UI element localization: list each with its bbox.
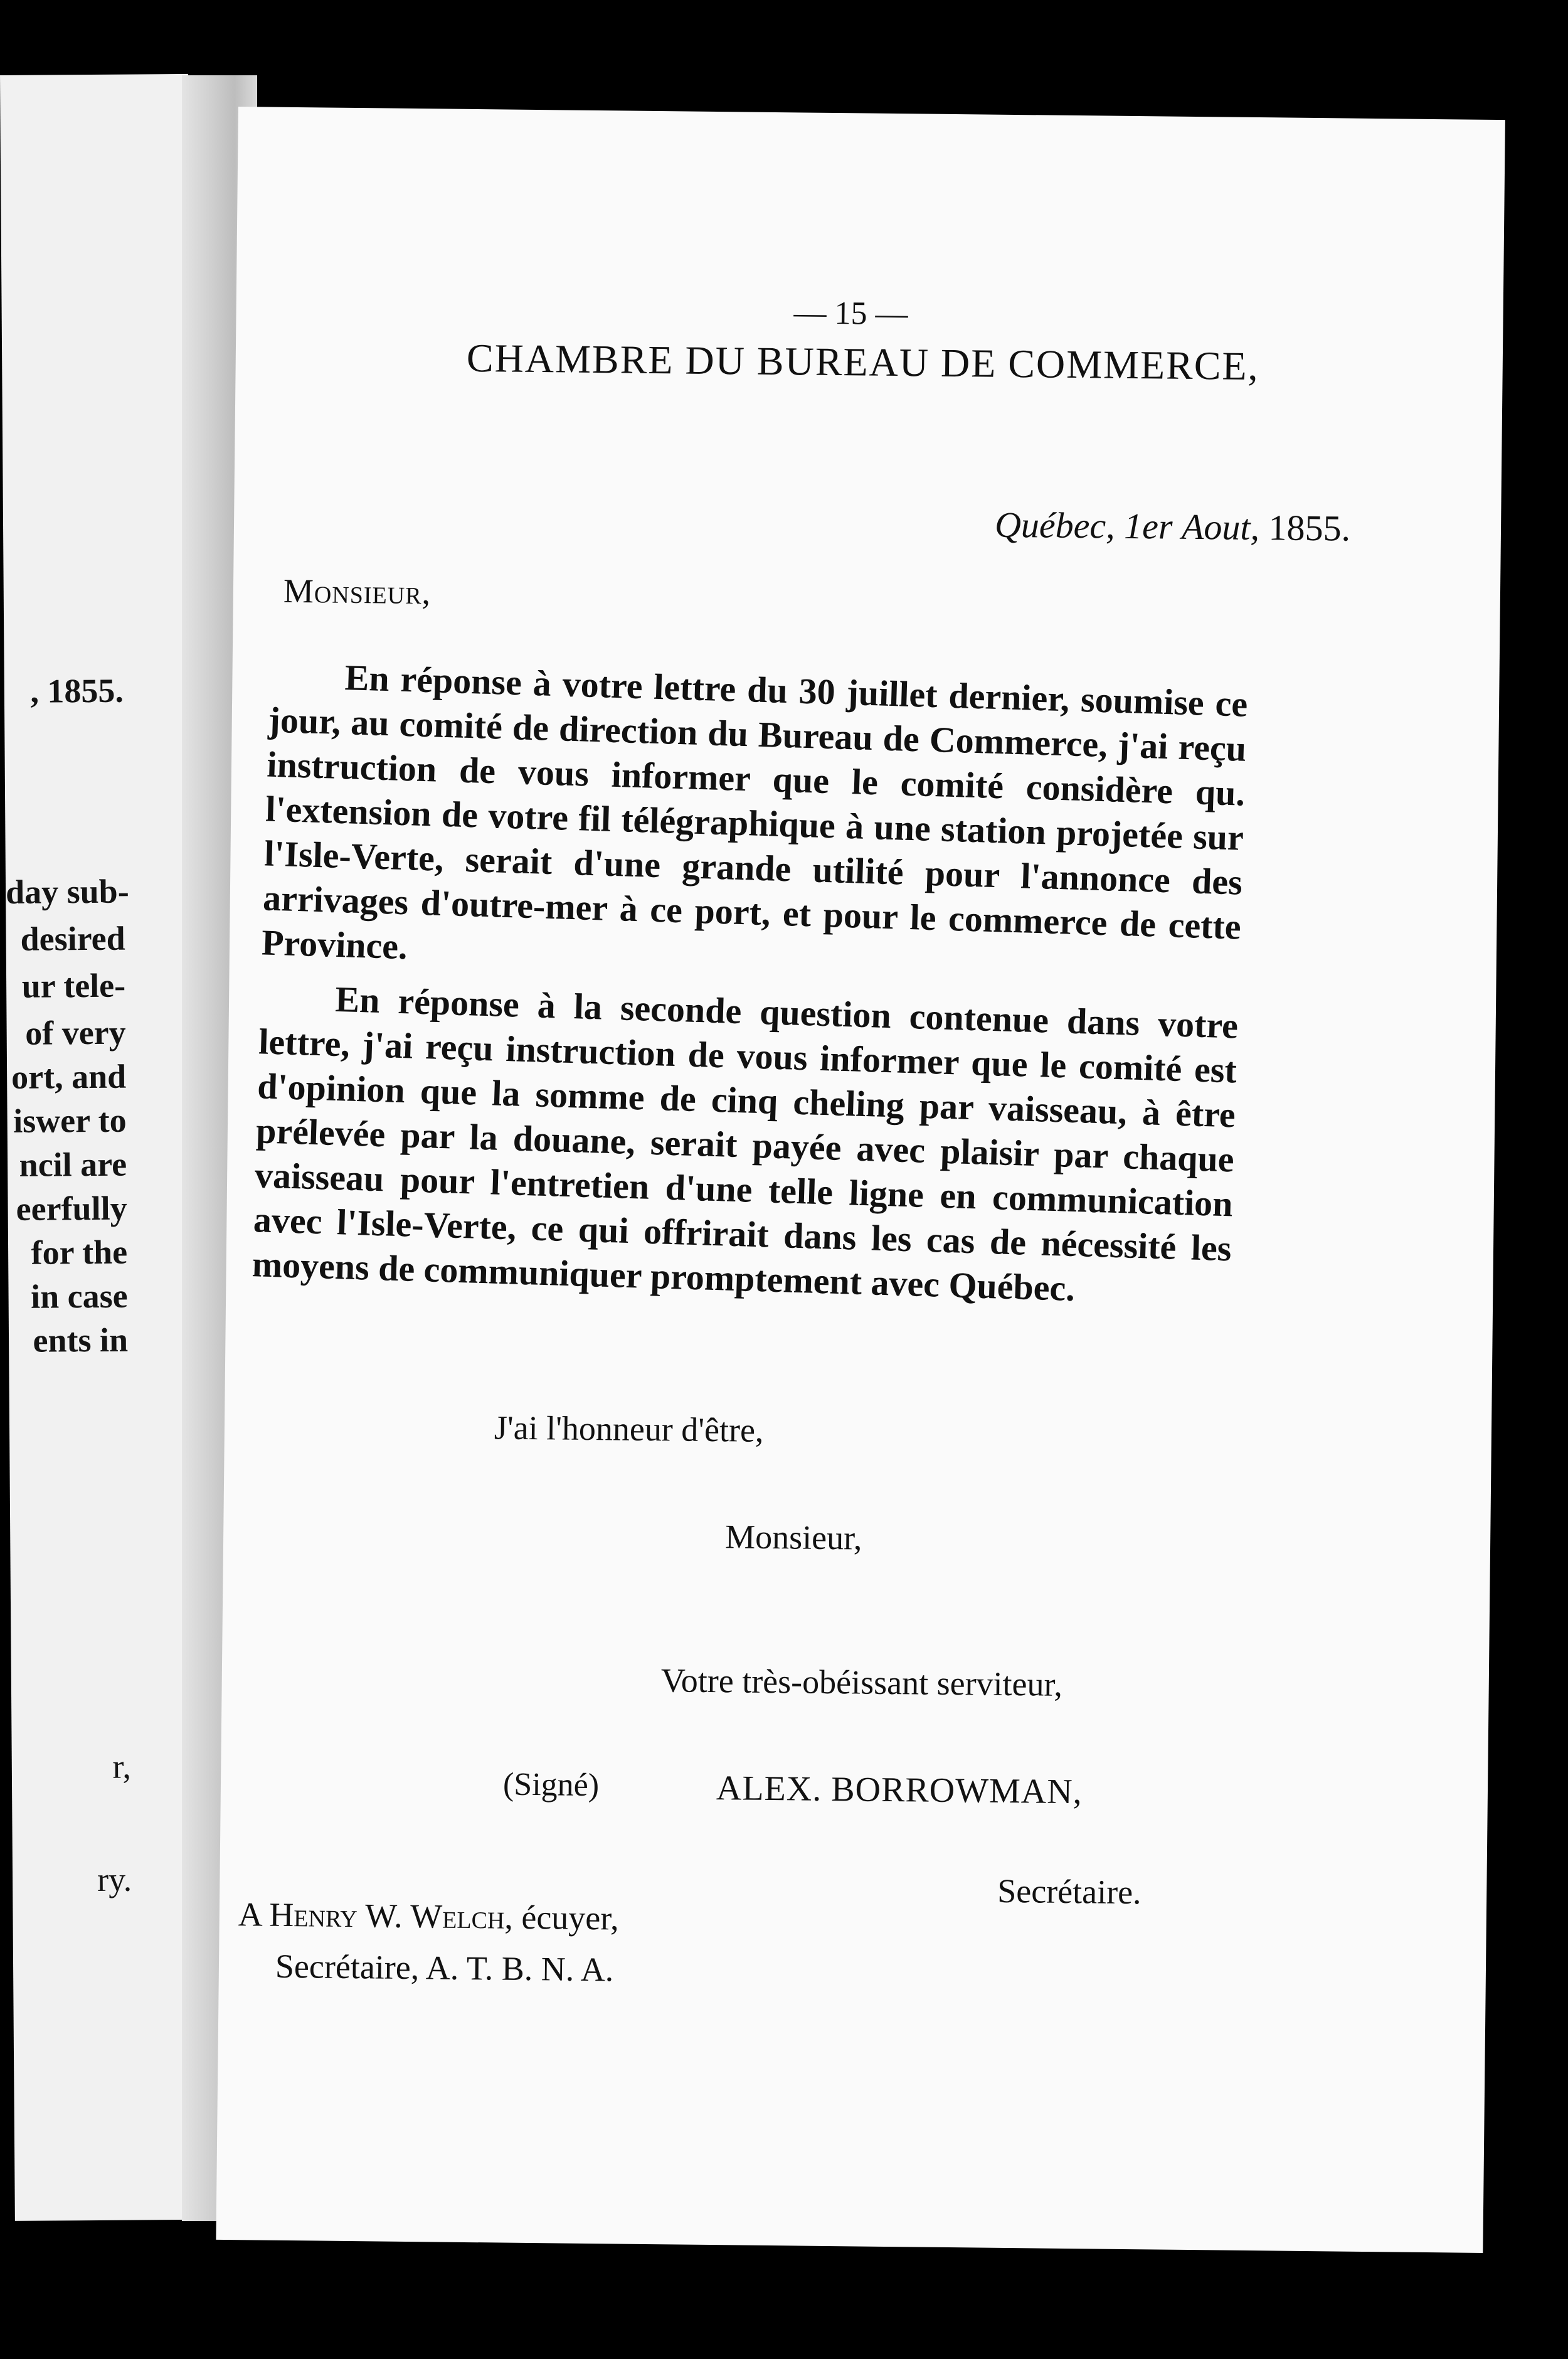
left-page-line: in case bbox=[30, 1277, 128, 1316]
left-page-line: iswer to bbox=[13, 1101, 127, 1140]
addressee-block bbox=[238, 1888, 620, 1995]
date-place: Québec, bbox=[994, 504, 1116, 546]
body-paragraph: En réponse à la seconde question contenue dans votre lettre, j'ai reçu instruction de vous informer que le comité est d'opinion que la somme de cinq cheling par vaisseau, à être prélevée par la douane, serait payée avec plaisir par chaque vaisseau pour l'entretien d'une telle ligne en communication avec l'Isle-Verte, ce qui offrirait dans les cas de nécessité les moyens de communiquer promptement avec Québec. bbox=[252, 978, 1239, 1309]
signer-title: Secrétaire. bbox=[997, 1872, 1142, 1912]
addressee-line bbox=[238, 1888, 619, 1944]
addressee-suffix: écuyer, bbox=[521, 1898, 619, 1937]
date-day: 1er bbox=[1123, 505, 1173, 547]
date-month: Aout, bbox=[1181, 506, 1260, 548]
page-number: — 15 — bbox=[793, 295, 908, 333]
left-page-line: of very bbox=[25, 1013, 126, 1052]
closing-salutation: Monsieur, bbox=[724, 1518, 862, 1557]
left-page-line: ort, and bbox=[11, 1057, 127, 1096]
body-paragraph: En réponse à votre lettre du 30 juillet dernier, soumise ce jour, au comité de direction du Bureau de Commerce, j'ai reçu instruction de vous informer que le comité considère qu. l'extension de votre fil télégraphique à une station projetée sur l'Isle-Verte, serait d'une grande utilité pour l'annonce des arrivages d'outre-mer à ce port, et pour le commerce de cette Province. bbox=[261, 657, 1249, 967]
letter-page bbox=[216, 107, 1505, 2253]
left-page-line: ncil are bbox=[19, 1145, 127, 1184]
closing-line: J'ai l'honneur d'être, bbox=[494, 1408, 764, 1449]
signed-marker: (Signé) bbox=[502, 1766, 600, 1804]
left-page-line: , 1855. bbox=[30, 671, 124, 710]
left-page-line: ur tele- bbox=[21, 966, 126, 1005]
left-page-line: desired bbox=[20, 919, 125, 958]
dateline bbox=[736, 501, 1351, 549]
previous-page bbox=[0, 74, 203, 2221]
left-page-line: day sub- bbox=[5, 872, 129, 911]
page-heading: CHAMBRE DU BUREAU DE COMMERCE, bbox=[466, 335, 1259, 389]
addressee-title: Secrétaire, A. T. B. N. A. bbox=[275, 1947, 614, 1989]
left-page-line: ry. bbox=[97, 1860, 132, 1898]
date-year: 1855. bbox=[1268, 507, 1351, 549]
left-page-line: eerfully bbox=[16, 1189, 127, 1228]
left-page-line: ents in bbox=[33, 1321, 129, 1360]
left-page-line: for the bbox=[31, 1233, 128, 1272]
salutation: Monsieur, bbox=[283, 572, 432, 612]
addressee-prefix: A bbox=[238, 1895, 262, 1934]
letter-body bbox=[251, 653, 1248, 1326]
valediction: Votre très-obéissant serviteur, bbox=[660, 1661, 1063, 1703]
left-page-line: r, bbox=[112, 1747, 132, 1786]
addressee-name: Henry W. Welch, bbox=[269, 1895, 514, 1936]
signer-name: ALEX. BORROWMAN, bbox=[716, 1769, 1083, 1812]
